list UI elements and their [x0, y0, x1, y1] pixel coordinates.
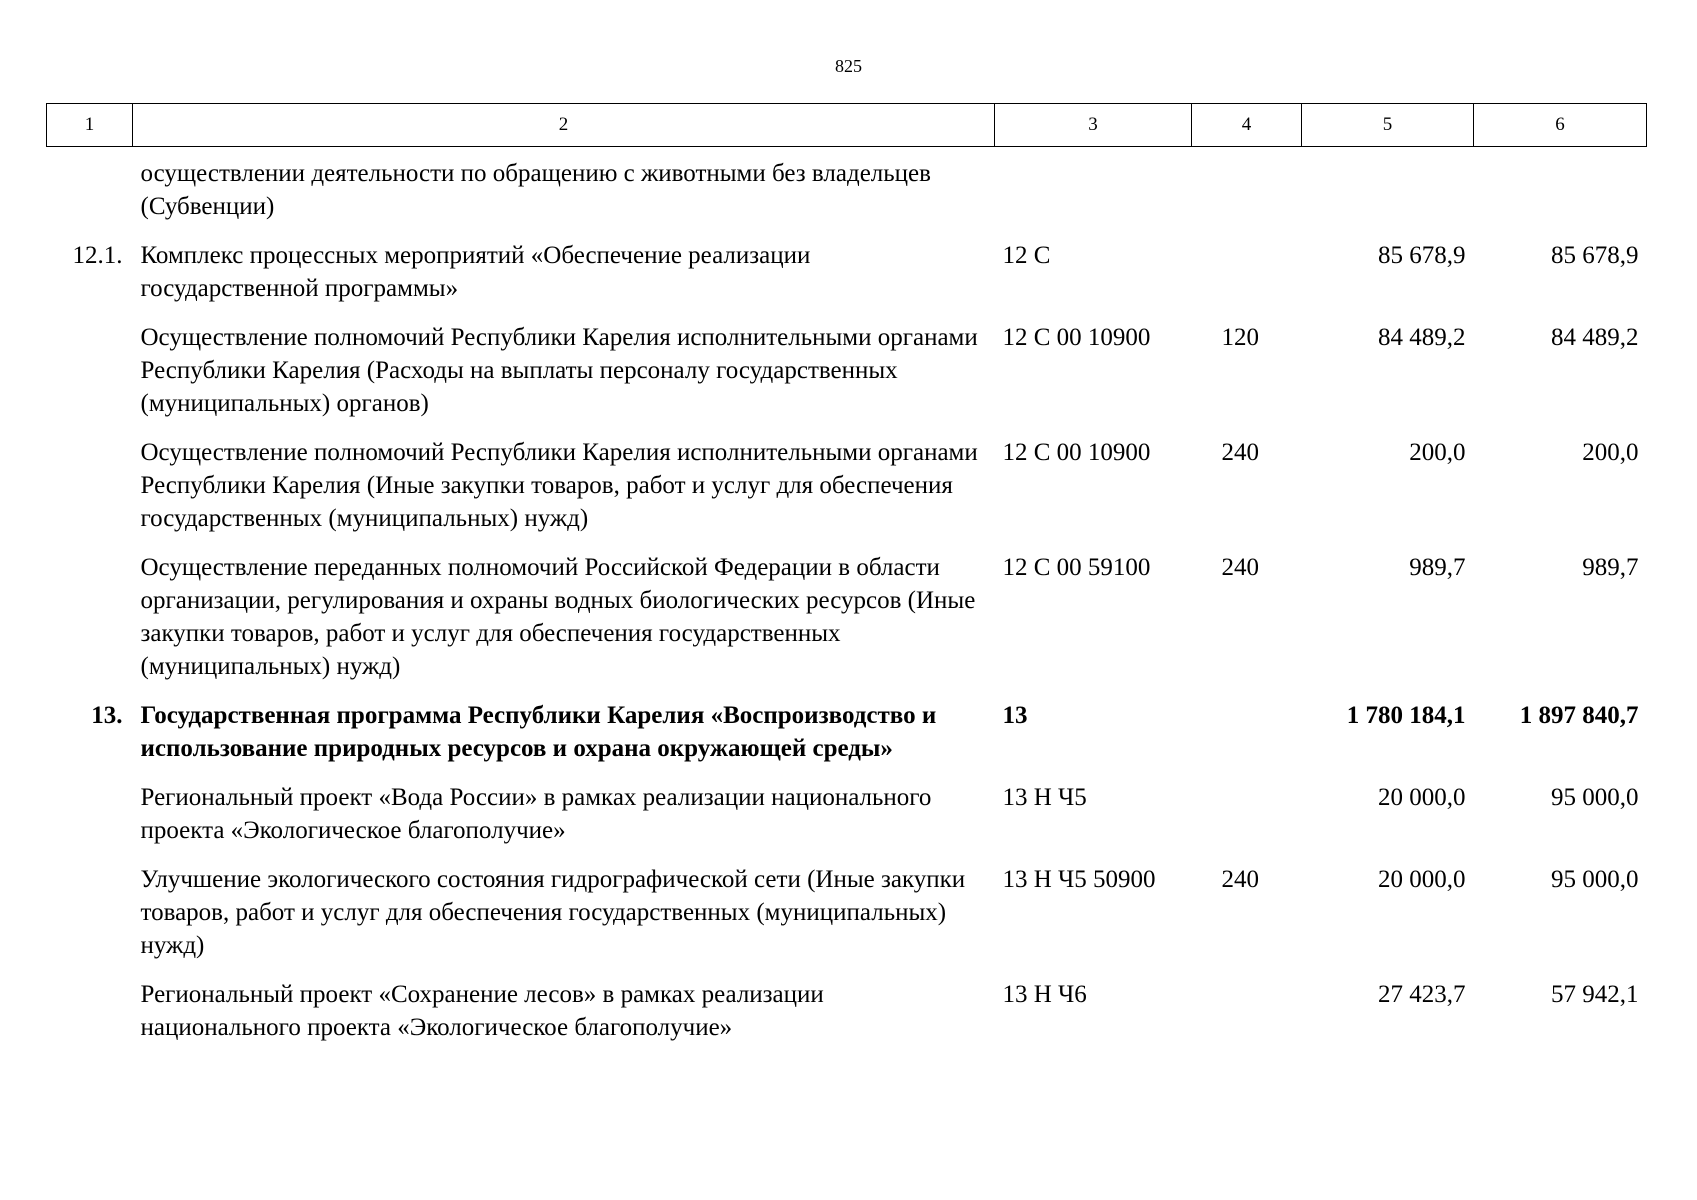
row-number: 12.1.	[72, 242, 123, 269]
row-number: 13.	[91, 702, 123, 729]
row-amount-2: 1 897 840,7	[1519, 702, 1639, 729]
row-number	[47, 551, 133, 699]
row-number	[47, 147, 133, 240]
row-amount-1: 200,0	[1409, 439, 1466, 466]
table-body	[47, 147, 1647, 1061]
header-col-5: 5	[1302, 104, 1474, 147]
table-row	[47, 699, 1647, 781]
row-amount-1	[1302, 147, 1474, 240]
table-row	[47, 863, 1647, 978]
row-expense-type: 240	[1221, 866, 1259, 893]
table-row	[47, 321, 1647, 436]
row-amount-1: 84 489,2	[1378, 324, 1466, 351]
row-number	[47, 436, 133, 551]
row-expense-type	[1192, 781, 1302, 863]
row-name: Осуществление полномочий Республики Карелия исполнительными органами Республики Карелия (Расходы на выплаты персоналу государственных (муниципальных) органов)	[140, 324, 978, 417]
row-name: Государственная программа Республики Карелия «Воспроизводство и использование природных ресурсов и охрана окружающей среды»	[140, 702, 937, 762]
page-number: 825	[835, 56, 862, 76]
row-name: Осуществление полномочий Республики Карелия исполнительными органами Республики Карелия (Иные закупки товаров, работ и услуг для обеспечения государственных (муниципальных) нужд)	[140, 439, 978, 532]
row-amount-2: 200,0	[1582, 439, 1639, 466]
row-expense-type: 120	[1221, 324, 1259, 351]
row-name: Улучшение экологического состояния гидрографической сети (Иные закупки товаров, работ и услуг для обеспечения государственных (муниципальных) нужд)	[140, 866, 966, 959]
row-name: Региональный проект «Вода России» в рамках реализации национального проекта «Экологическое благополучие»	[140, 784, 932, 844]
row-code: 13 Н Ч5	[1002, 784, 1087, 811]
row-name: Комплекс процессных мероприятий «Обеспечение реализации государственной программы»	[140, 242, 811, 302]
row-name: Региональный проект «Сохранение лесов» в рамках реализации национального проекта «Экологическое благополучие»	[140, 981, 824, 1041]
table-row	[47, 781, 1647, 863]
row-amount-2: 989,7	[1582, 554, 1639, 581]
row-expense-type	[1192, 239, 1302, 321]
row-code: 13 Н Ч5 50900	[1002, 866, 1156, 893]
row-amount-2	[1474, 147, 1647, 240]
row-name: Осуществление переданных полномочий Российской Федерации в области организации, регулирования и охраны водных биологических ресурсов (Иные закупки товаров, работ и услуг для обеспечения государственных (муниципальных) нужд)	[140, 554, 976, 680]
header-col-3: 3	[995, 104, 1192, 147]
row-amount-1: 1 780 184,1	[1346, 702, 1466, 729]
row-name: осуществлении деятельности по обращению с животными без владельцев (Субвенции)	[140, 160, 931, 220]
row-amount-2: 84 489,2	[1551, 324, 1639, 351]
row-code: 13	[1002, 702, 1028, 729]
row-amount-2: 85 678,9	[1551, 242, 1639, 269]
table-header	[47, 104, 1647, 147]
row-amount-1: 85 678,9	[1378, 242, 1466, 269]
row-expense-type	[1192, 978, 1302, 1060]
header-col-1: 1	[47, 104, 133, 147]
row-code: 12 С 00 10900	[1002, 324, 1151, 351]
table-row	[47, 436, 1647, 551]
row-amount-1: 27 423,7	[1378, 981, 1466, 1008]
row-number	[47, 321, 133, 436]
row-amount-1: 20 000,0	[1378, 784, 1466, 811]
row-amount-1: 989,7	[1409, 554, 1466, 581]
table-row	[47, 239, 1647, 321]
row-code: 12 С 00 10900	[1002, 439, 1151, 466]
row-code: 12 С 00 59100	[1002, 554, 1151, 581]
row-code	[995, 147, 1192, 240]
table-row	[47, 978, 1647, 1060]
row-expense-type: 240	[1221, 554, 1259, 581]
row-number	[47, 781, 133, 863]
row-amount-2: 95 000,0	[1551, 866, 1639, 893]
row-amount-2: 95 000,0	[1551, 784, 1639, 811]
row-number	[47, 863, 133, 978]
budget-table	[46, 103, 1647, 1060]
header-col-6: 6	[1474, 104, 1647, 147]
table-row	[47, 147, 1647, 240]
row-amount-2: 57 942,1	[1551, 981, 1639, 1008]
row-number	[47, 978, 133, 1060]
header-col-2: 2	[133, 104, 995, 147]
row-code: 13 Н Ч6	[1002, 981, 1087, 1008]
row-expense-type	[1192, 147, 1302, 240]
row-amount-1: 20 000,0	[1378, 866, 1466, 893]
table-row	[47, 551, 1647, 699]
row-expense-type: 240	[1221, 439, 1259, 466]
row-code: 12 С	[1002, 242, 1051, 269]
header-col-4: 4	[1192, 104, 1302, 147]
row-expense-type	[1192, 699, 1302, 781]
